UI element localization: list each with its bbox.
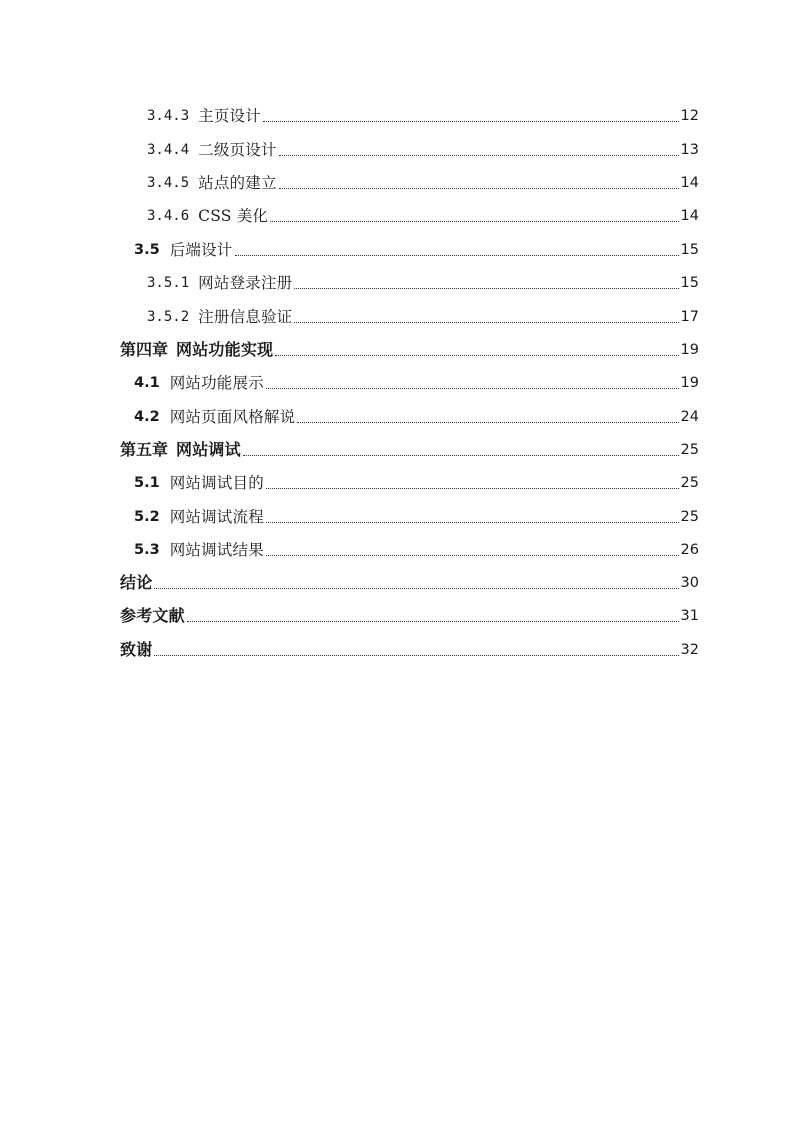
toc-entry-4-2[interactable] [134,406,699,428]
toc-entry-page: 15 [680,275,699,291]
toc-entry-number: 3.5 [134,242,160,258]
dot-leader [279,154,679,156]
toc-entry-page: 26 [680,542,699,558]
toc-entry-title: 网站功能展示 [169,374,264,392]
toc-entry-title: 网站功能实现 [176,340,274,359]
toc-entry-page: 25 [680,509,699,525]
toc-entry-number: 4.2 [134,409,160,425]
toc-entry-title: 注册信息验证 [198,308,293,326]
toc-entry-3-4-4[interactable] [147,139,699,161]
dot-leader [270,220,678,222]
toc-entry-number: 3.4.5 [147,175,190,191]
toc-entry-number: 5.1 [134,475,160,491]
toc-entry-title: 网站调试流程 [169,508,264,526]
toc-entry-title: 网站调试 [176,440,241,459]
toc-entry-page: 19 [680,342,699,358]
toc-entry-title: 致谢 [120,640,153,659]
toc-entry-page: 19 [680,375,699,391]
dot-leader [294,321,678,323]
dot-leader [266,521,679,523]
toc-entry-conclusion[interactable] [120,572,699,594]
toc-entry-3-4-5[interactable] [147,172,699,194]
toc-entry-title: 网站页面风格解说 [169,408,296,426]
toc-entry-number: 第五章 [120,440,169,459]
toc-entry-page: 32 [680,642,699,658]
toc-entry-page: 14 [680,208,699,224]
toc-entry-number: 3.5.2 [147,309,190,325]
toc-entry-number: 3.4.6 [147,208,190,224]
dot-leader [266,487,679,489]
toc-entry-title: 网站调试结果 [169,541,264,559]
toc-entry-number: 第四章 [120,340,169,359]
toc-entry-page: 15 [680,242,699,258]
dot-leader [263,120,679,122]
toc-entry-title: 结论 [120,573,153,592]
toc-entry-title: CSS 美化 [198,207,269,225]
toc-entry-5-1[interactable] [134,472,699,494]
dot-leader [294,287,678,289]
toc-entry-3-4-3[interactable] [147,105,699,127]
toc-entry-number: 3.5.1 [147,275,190,291]
toc-entry-title: 后端设计 [169,241,233,259]
dot-leader [187,620,679,622]
toc-entry-title: 二级页设计 [198,141,277,159]
dot-leader [297,421,678,423]
toc-entry-page: 25 [680,475,699,491]
toc-entry-page: 31 [680,608,699,624]
dot-leader [235,254,679,256]
toc-entry-number: 5.3 [134,542,160,558]
toc-entry-page: 13 [680,142,699,158]
toc-entry-title: 主页设计 [198,107,261,125]
dot-leader [266,554,679,556]
toc-entry-page: 17 [680,309,699,325]
dot-leader [275,354,678,356]
dot-leader [154,587,678,589]
toc-entry-title: 网站登录注册 [198,274,293,292]
toc-entry-number: 3.4.3 [147,108,190,124]
toc-entry-3-5[interactable] [134,239,699,261]
dot-leader [154,654,678,656]
toc-entry-5-2[interactable] [134,506,699,528]
toc-entry-5-3[interactable] [134,539,699,561]
toc-entry-page: 12 [680,108,699,124]
dot-leader [266,387,679,389]
toc-entry-references[interactable] [120,605,699,627]
toc-entry-title: 参考文献 [120,606,185,625]
toc-entry-3-5-2[interactable] [147,306,699,328]
toc-entry-page: 24 [680,409,699,425]
toc-entry-chapter-5[interactable] [120,439,699,461]
dot-leader [243,454,679,456]
toc-entry-acknowledgements[interactable] [120,639,699,661]
toc-entry-page: 30 [680,575,699,591]
toc-entry-4-1[interactable] [134,372,699,394]
toc-entry-page: 25 [680,442,699,458]
toc-entry-3-5-1[interactable] [147,272,699,294]
toc-entry-3-4-6[interactable] [147,205,699,227]
toc-entry-chapter-4[interactable] [120,339,699,361]
toc-entry-title: 站点的建立 [198,174,277,192]
dot-leader [279,187,679,189]
toc-entry-title: 网站调试目的 [169,474,264,492]
toc-entry-page: 14 [680,175,699,191]
toc-entry-number: 3.4.4 [147,142,190,158]
toc-entry-number: 4.1 [134,375,160,391]
toc-entry-number: 5.2 [134,509,160,525]
